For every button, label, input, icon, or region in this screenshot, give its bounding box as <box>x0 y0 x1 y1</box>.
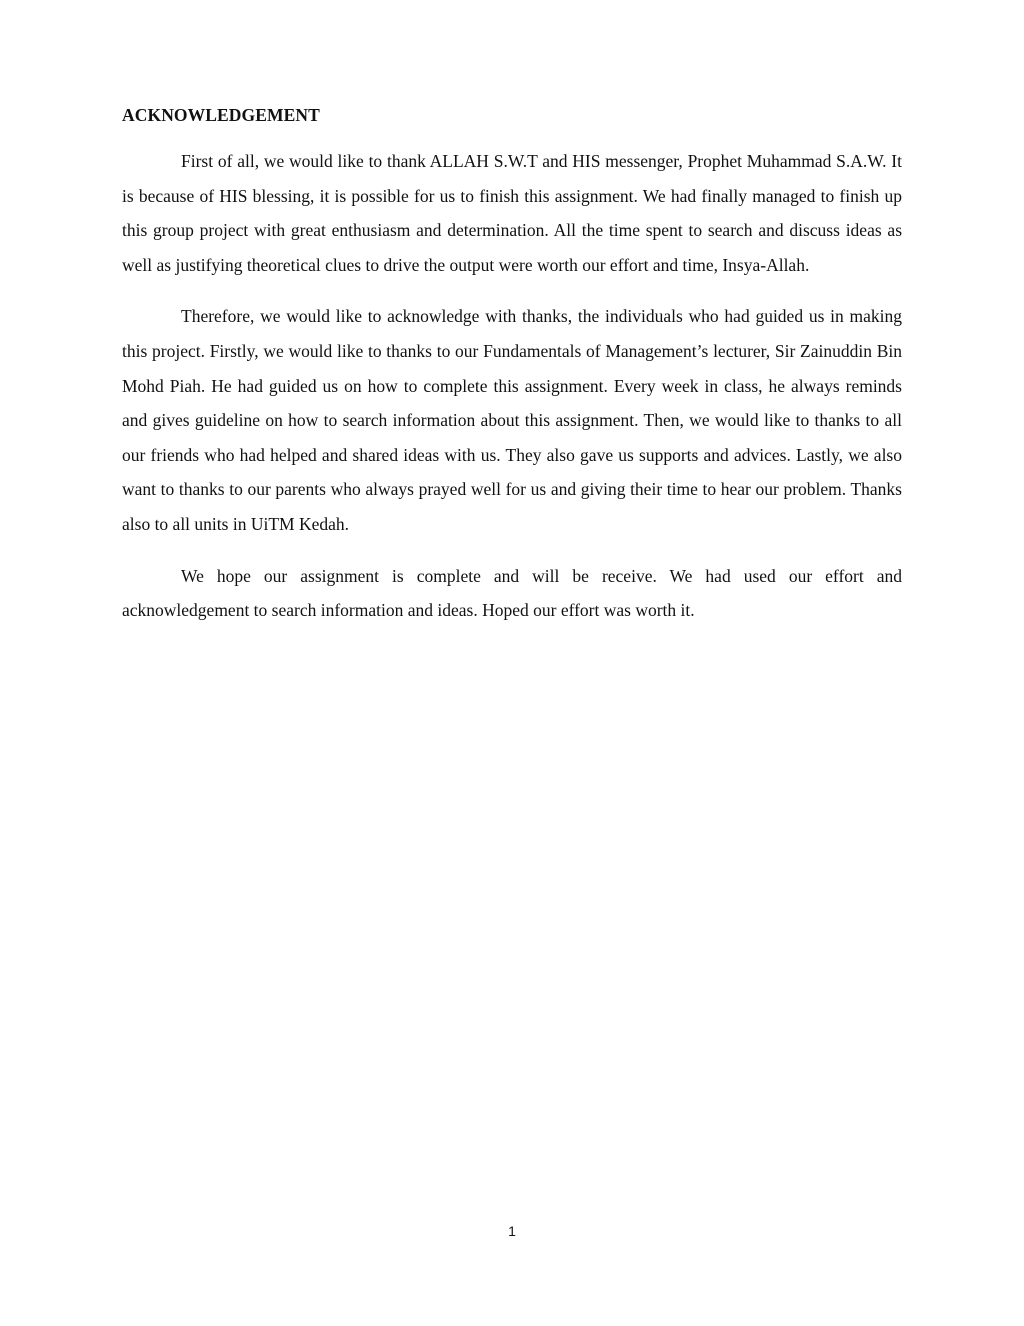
page-heading: ACKNOWLEDGEMENT <box>122 105 320 125</box>
page-number: 1 <box>508 1223 516 1239</box>
page-content <box>122 102 902 645</box>
paragraph-closing: We hope our assignment is complete and will be receive. We had used our effort and acknowledgement to search information and ideas. Hoped our effort was worth it. <box>122 565 902 621</box>
paragraph-thanks: Therefore, we would like to acknowledge with thanks, the individuals who had guided us in making this project. Firstly, we would like to thanks to our Fundamentals of Management’s lecturer, Sir Zainuddin Bin Mohd Piah. He had guided us on how to complete this assignment. Every week in class, he always reminds and gives guideline on how to search information about this assignment. Then, we would like to thanks to all our friends who had helped and shared ideas with us. They also gave us supports and advices. Lastly, we also want to thanks to our parents who always prayed well for us and giving their time to hear our problem. Thanks also to all units in UiTM Kedah. <box>122 306 902 534</box>
paragraph-intro: First of all, we would like to thank ALLAH S.W.T and HIS messenger, Prophet Muhammad S.A.W. It is because of HIS blessing, it is possible for us to finish this assignment. We had finally managed to finish up this group project with great enthusiasm and determination. All the time spent to search and discuss ideas as well as justifying theoretical clues to drive the output were worth our effort and time, Insya-Allah. <box>122 151 902 275</box>
